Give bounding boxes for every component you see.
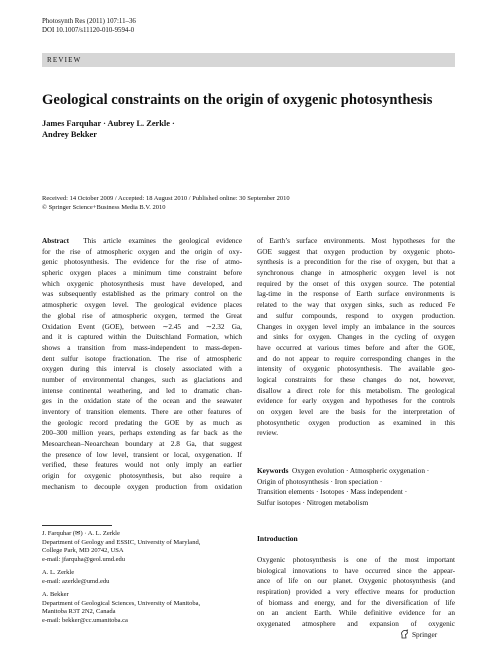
keywords-line: Sulfur isotopes · Nitrogen metabolism — [257, 499, 369, 508]
abstract-line: dent sulfur isotope fractionation. The rise of atmospheric — [42, 354, 242, 363]
abstract-line: lag-time in the response of Earth surface environments is — [257, 290, 455, 299]
abstract-line: related to the way that oxygen sinks, such as reduced Fe — [257, 301, 455, 310]
affiliation-line: A. Bekker — [42, 591, 69, 598]
abstract-line: for the rise of atmospheric oxygen and the origin of oxy- — [42, 247, 242, 256]
abstract-line: Abstract This article examines the geological evidence — [42, 237, 242, 245]
abstract-right-column — [257, 236, 455, 439]
abstract-line: of Earth’s surface environments. Most hypotheses for the — [257, 237, 455, 245]
abstract-line: number of environmental changes, such as glaciations and — [42, 375, 242, 384]
abstract-line: Oxidation Event (GOE), between ∼2.45 and ∼2.32 Ga, — [42, 322, 242, 331]
abstract-line: required by the onset of this oxygen source. The potential — [257, 279, 455, 288]
footnote-divider — [42, 525, 112, 526]
springer-horse-icon — [400, 629, 409, 639]
author-list — [42, 118, 242, 140]
abstract-line: the geologic record predating the GOE by as much as — [42, 418, 242, 427]
abstract-line: ges in the oxidation state of the ocean and the seawater — [42, 397, 242, 406]
author-line-1: James Farquhar · Aubrey L. Zerkle · — [42, 119, 175, 128]
abstract-line: the global rise of atmospheric oxygen, termed the Great — [42, 311, 242, 320]
abstract-line: photosynthetic oxygen production as examined in this — [257, 418, 455, 427]
journal-doi: DOI 10.1007/s11120-010-9594-0 — [42, 27, 135, 34]
abstract-line: logical constraints for these changes do not, however, — [257, 375, 455, 384]
abstract-line: shows a transition from mass-independent to mass-depen- — [42, 343, 242, 352]
affiliation-block — [42, 591, 242, 625]
abstract-line: was subsequently established as the primary control on the — [42, 290, 242, 299]
publisher-logo — [400, 629, 437, 639]
introduction-line: ance of life on our planet. Oxygenic photosynthesis (and — [257, 577, 455, 586]
affiliations — [42, 530, 242, 630]
abstract-line: evidence for early oxygen and hypotheses for the controls — [257, 397, 455, 406]
affiliation-line: College Park, MD 20742, USA — [42, 547, 124, 554]
affiliation-block — [42, 530, 242, 564]
abstract-line: disallow a direct role for this metabolism. The geological — [257, 386, 455, 395]
article-history — [42, 194, 462, 212]
abstract-line: synthesis is a precondition for the rise of oxygen, but that a — [257, 258, 455, 267]
keywords-label: Keywords — [257, 467, 289, 475]
copyright: © Springer Science+Business Media B.V. 2010 — [42, 204, 166, 211]
abstract-line: and sulfur compounds, respond to oxygen production. — [257, 311, 455, 320]
affiliation-email[interactable]: e-mail: bekker@cc.umanitoba.ca — [42, 616, 128, 624]
abstract-line: the presence of low level, transient or local, oxygenation. If — [42, 450, 242, 459]
abstract-line: verified, these features would not only imply an earlier — [42, 461, 242, 470]
journal-citation: Photosynth Res (2011) 107:11–36 — [42, 18, 136, 25]
abstract-line: have occurred at various times before and after the GOE, — [257, 343, 455, 352]
introduction-line: on an ancient Earth. While definitive evidence for an — [257, 609, 455, 618]
history-dates: Received: 14 October 2009 / Accepted: 18 August 2010 / Published online: 30 September 2010 — [42, 195, 290, 202]
affiliation-email[interactable]: e-mail: jfarquha@geol.umd.edu — [42, 555, 126, 563]
abstract-line: atmospheric oxygen level. The geological evidence places — [42, 301, 242, 310]
abstract-line: origin for oxygenic photosynthesis, but also require a — [42, 472, 242, 481]
article-title: Geological constraints on the origin of oxygenic photosynthesis — [42, 92, 433, 108]
introduction-line: oxygenated atmosphere and expansion of oxygenic — [257, 620, 455, 629]
abstract-line: oxygen during this interval is closely associated with a — [42, 365, 242, 374]
affiliation-email[interactable]: e-mail: azerkle@umd.edu — [42, 577, 110, 585]
abstract-line: Mesoarchean–Neoarchean boundary at 2.8 Ga, that suggest — [42, 440, 242, 449]
affiliation-line: J. Farquhar (✉) · A. L. Zerkle — [42, 530, 120, 537]
keywords-line: Transition elements · Isotopes · Mass independent · — [257, 488, 408, 497]
abstract-line: on oxygen level are the basis for the interpretation of — [257, 408, 455, 416]
abstract-line: mechanism to decouple oxygen production from oxidation — [42, 482, 242, 491]
section-label: REVIEW — [42, 53, 455, 67]
keywords-block — [257, 466, 455, 509]
introduction-line: of biomass and energy, and for the diversification of life — [257, 598, 455, 607]
abstract-line: intensity of oxygenic photosynthesis. The available geo- — [257, 365, 455, 374]
publisher-name: Springer — [412, 629, 438, 639]
introduction-line: biological innovations to have occurred since the appear- — [257, 566, 455, 575]
affiliation-line: Department of Geological Sciences, University of Manitoba, — [42, 599, 201, 607]
abstract-left-column — [42, 236, 242, 493]
abstract-line: which oxygenic photosynthesis must have developed, and — [42, 279, 242, 288]
affiliation-line: Department of Geology and ESSIC, University of Maryland, — [42, 538, 201, 546]
introduction-line: Oxygenic photosynthesis is one of the most important — [257, 556, 455, 564]
abstract-line: and it is captured within the Duitschland Formation, which — [42, 333, 242, 342]
abstract-line: Changes in oxygen level imply an imbalance in the sources — [257, 322, 455, 331]
affiliation-line: A. L. Zerkle — [42, 569, 75, 576]
keywords-line: Origin of photosynthesis · Iron speciation · — [257, 477, 383, 486]
abstract-line: and sinks for oxygen. Changes in the cycling of oxygen — [257, 333, 455, 342]
abstract-line: inventory of transition elements. There are other features of — [42, 408, 242, 416]
abstract-label: Abstract — [42, 237, 69, 245]
affiliation-line: Manitoba R3T 2N2, Canada — [42, 608, 116, 615]
journal-header — [42, 17, 136, 35]
keywords-line: Keywords Oxygen evolution · Atmospheric oxygenation · — [257, 467, 430, 475]
abstract-line: intense continental weathering, and led to dramatic chan- — [42, 386, 242, 395]
abstract-line: review. — [257, 429, 279, 438]
introduction-line: respiration) provided a very effective means for production — [257, 588, 455, 597]
introduction-heading: Introduction — [257, 534, 298, 543]
introduction-body — [257, 555, 455, 630]
abstract-line: 200–300 million years, perhaps extending as far back as the — [42, 429, 242, 438]
abstract-line: synchronous change in atmospheric oxygen level is not — [257, 269, 455, 278]
author-line-2: Andrey Bekker — [42, 130, 97, 139]
abstract-line: spheric oxygen places a minimum time constraint before — [42, 269, 242, 278]
abstract-line: GOE suggest that oxygen production by oxygenic photo- — [257, 247, 455, 256]
abstract-line: genic photosynthesis. The evidence for the rise of atmo- — [42, 258, 242, 267]
affiliation-block — [42, 569, 242, 586]
abstract-line: and do not appear to require corresponding changes in the — [257, 354, 455, 363]
